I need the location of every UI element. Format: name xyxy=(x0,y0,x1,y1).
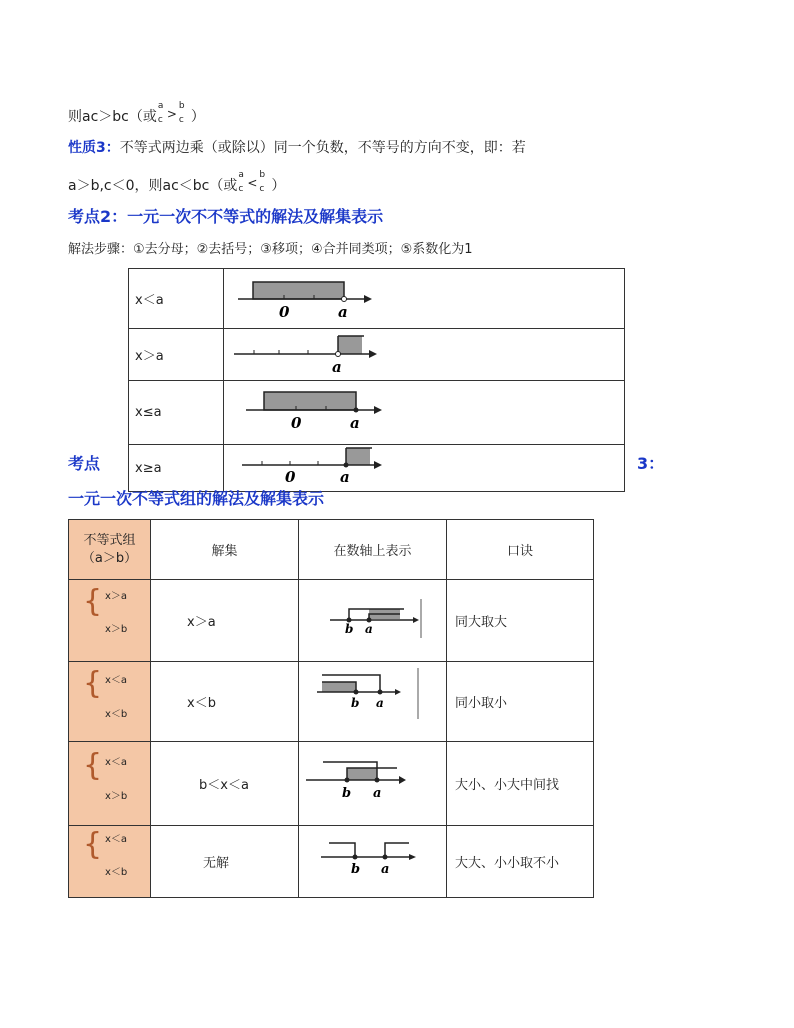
frac-num-b: b xyxy=(178,101,185,111)
tick-label-b: b xyxy=(351,696,360,710)
frac-den-b: c xyxy=(178,115,184,125)
text-line-3 xyxy=(68,170,286,199)
solution-steps: 解法步骤：①去分母；②去括号；③移项；④合并同类项；⑤系数化为1 xyxy=(68,242,473,257)
solution-cell: x＜b xyxy=(151,662,299,742)
row-label: x＜a xyxy=(129,269,224,329)
table-row xyxy=(69,662,594,742)
tick-label-a: a xyxy=(338,303,348,321)
frac-num-a: a xyxy=(157,101,164,111)
fraction-compare-2 xyxy=(237,170,271,199)
frac-den-a: c xyxy=(157,115,163,125)
tick-label-b: b xyxy=(345,622,354,636)
header-system-line2: （a＞b） xyxy=(81,550,138,566)
number-line-cell xyxy=(224,445,625,492)
frac-num-a: a xyxy=(238,170,244,180)
header-solution: 解集 xyxy=(151,520,299,580)
tick-label-zero: 0 xyxy=(279,303,290,321)
system-ineq-2: x＞b xyxy=(105,624,128,635)
frac-op: > xyxy=(166,107,177,121)
single-inequality-table xyxy=(128,268,625,492)
property-3 xyxy=(68,137,526,157)
fraction-compare xyxy=(157,101,191,130)
frac-den-a: c xyxy=(238,184,244,194)
line1-suffix: ） xyxy=(190,109,205,125)
table-row xyxy=(69,826,594,898)
number-line-cell xyxy=(299,742,447,826)
kaodian-label-right: 3： xyxy=(637,454,665,473)
number-line-same-large xyxy=(299,580,445,657)
table-header-row xyxy=(69,520,594,580)
line1-prefix: 则ac＞bc（或 xyxy=(68,109,157,125)
system-ineq-2: x＜b xyxy=(105,709,128,720)
number-line-x-le-a xyxy=(224,381,624,440)
row-label: x≥a xyxy=(129,445,224,492)
number-line-cell xyxy=(224,381,625,445)
row-label: x≤a xyxy=(129,381,224,445)
tick-label-zero: 0 xyxy=(285,468,296,486)
header-system-line1: 不等式组 xyxy=(83,532,136,548)
system-cell xyxy=(69,742,151,826)
table-row xyxy=(129,381,625,445)
brace-icon: { xyxy=(83,748,103,783)
table-row xyxy=(129,269,625,329)
heading-kaodian-2: 考点2：一元一次不不等式的解法及解集表示 xyxy=(68,207,384,226)
table-row xyxy=(69,580,594,662)
tick-label-a: a xyxy=(350,414,360,432)
system-ineq-1: x＜a xyxy=(105,675,128,686)
number-line-cell xyxy=(299,580,447,662)
table-row xyxy=(129,329,625,381)
system-ineq-2: x＞b xyxy=(105,791,128,802)
header-system xyxy=(69,520,151,580)
tick-label-a: a xyxy=(373,786,382,801)
header-number-line: 在数轴上表示 xyxy=(299,520,447,580)
tick-label-zero: 0 xyxy=(291,414,302,432)
inequality-system-table xyxy=(68,519,594,898)
frac-num-b: b xyxy=(259,170,266,180)
system-ineq-1: x＞a xyxy=(105,591,128,602)
property-3-label: 性质3： xyxy=(68,140,120,156)
frac-den-b: c xyxy=(259,184,265,194)
header-rule: 口诀 xyxy=(447,520,594,580)
number-line-cell xyxy=(299,662,447,742)
system-cell xyxy=(69,826,151,898)
tick-label-a: a xyxy=(332,358,342,376)
tick-label-a: a xyxy=(340,468,350,486)
solution-cell: 无解 xyxy=(151,826,299,898)
table-row xyxy=(69,742,594,826)
rule-cell: 大小、小大中间找 xyxy=(447,742,594,826)
system-cell xyxy=(69,662,151,742)
table-row xyxy=(129,445,625,492)
number-line-cell xyxy=(224,329,625,381)
number-line-cell xyxy=(224,269,625,329)
rule-cell: 大大、小小取不小 xyxy=(447,826,594,898)
line3-suffix: ） xyxy=(271,178,286,194)
line3-prefix: a＞b,c＜0，则ac＜bc（或 xyxy=(68,178,238,194)
rule-cell: 同小取小 xyxy=(447,662,594,742)
system-cell xyxy=(69,580,151,662)
tick-label-a: a xyxy=(365,622,373,636)
tick-label-b: b xyxy=(342,786,352,801)
tick-label-a: a xyxy=(381,862,390,877)
number-line-x-gt-a xyxy=(224,329,624,376)
number-line-same-small xyxy=(299,662,445,737)
solution-cell: x＞a xyxy=(151,580,299,662)
number-line-x-ge-a xyxy=(224,445,624,487)
brace-icon: { xyxy=(83,584,103,619)
tick-label-b: b xyxy=(351,862,361,877)
number-line-no-solution xyxy=(299,826,445,893)
frac-op: < xyxy=(247,176,258,190)
number-line-cell xyxy=(299,826,447,898)
tick-label-a: a xyxy=(376,696,384,710)
property-3-text: 不等式两边乘（或除以）同一个负数，不等号的方向不变，即：若 xyxy=(119,140,526,156)
heading-kaodian-3: 一元一次不等式组的解法及解集表示 xyxy=(68,489,325,508)
number-line-middle xyxy=(299,742,445,821)
system-ineq-1: x＜a xyxy=(105,834,128,845)
number-line-x-lt-a xyxy=(224,269,624,324)
brace-icon: { xyxy=(83,827,103,862)
system-ineq-2: x＜b xyxy=(105,867,128,878)
text-line-1 xyxy=(68,101,205,130)
brace-icon: { xyxy=(83,666,103,701)
kaodian-label-left: 考点 xyxy=(68,454,101,473)
rule-cell: 同大取大 xyxy=(447,580,594,662)
solution-cell: b＜x＜a xyxy=(151,742,299,826)
system-ineq-1: x＜a xyxy=(105,757,128,768)
row-label: x＞a xyxy=(129,329,224,381)
